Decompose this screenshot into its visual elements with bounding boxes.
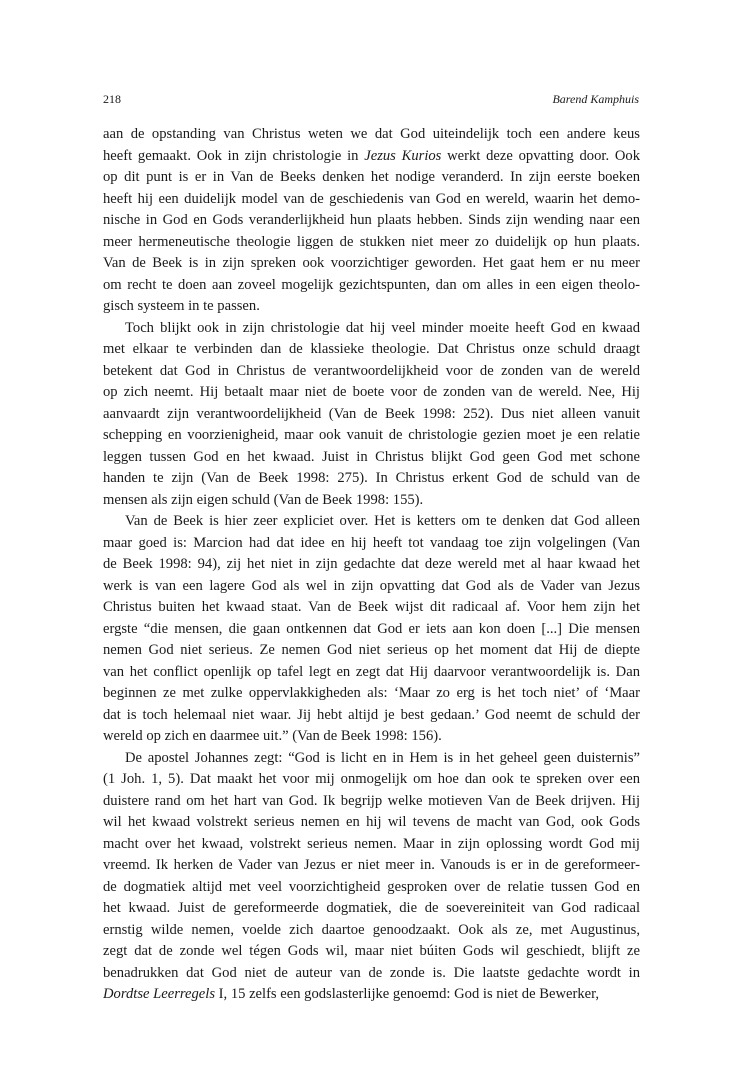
text-line: Christus buiten het kwaad staat. Van de Beek wijst dit radicaal af. Voor hem zijn het (103, 599, 640, 615)
text-line: macht over het kwaad, volstrekt serieus nemen. Maar in zijn oplossing wordt God mij (103, 835, 640, 852)
text-line: heeft gemaakt. Ook in zijn christologie in Jezus Kurios werkt deze opvatting door. Ook (103, 147, 640, 164)
text-line: meer hermeneutische theologie liggen de stukken niet meer zo duidelijk op hun plaats. (103, 233, 640, 250)
text-line: gisch systeem in te passen. (103, 298, 260, 314)
paragraph (103, 511, 640, 748)
text-line: maar goed is: Marcion had dat idee en hij heeft tot vandaag toe zijn volgelingen (Van (103, 534, 640, 551)
text-line: zegt dat de zonde wel tégen Gods wil, maar niet búiten Gods wil geschiedt, blijft ze (103, 943, 640, 959)
paragraph (103, 318, 640, 512)
text-line: Dordtse Leerregels I, 15 zelfs een godslasterlijke genoemd: God is niet de Bewerker, (103, 986, 600, 1002)
text-line: aan de opstanding van Christus weten we dat God uiteindelijk toch een andere keus (103, 126, 640, 142)
text-line: wereld op zich en daarmee uit.” (Van de Beek 1998: 156). (103, 728, 442, 744)
text-line: nische in God en Gods veranderlijkheid hun plaats hebben. Sinds zijn wending naar een (103, 212, 640, 228)
text-line: leggen tussen God en het kwaad. Juist in Christus blijkt God geen God met schone (103, 448, 640, 465)
text-line: De apostel Johannes zegt: “God is licht en in Hem is in het geheel geen duisternis” (125, 749, 640, 766)
text-line: het kwaad. Juist de gereformeerde dogmatiek, die de soevereiniteit van God radicaal (103, 900, 640, 916)
text-line: aanvaardt zijn verantwoordelijkheid (Van de Beek 1998: 252). Dus niet alleen vanuit (103, 405, 640, 422)
text-line: (1 Joh. 1, 5). Dat maakt het voor mij onmogelijk om hoe dan ook te spreken over een (103, 771, 640, 787)
text-line: wil het kwaad volstrekt serieus nemen en hij wil tevens de macht van God, ook Gods (103, 814, 640, 830)
text-line: handen te zijn (Van de Beek 1998: 275). In Christus erkent God de schuld van de (103, 470, 640, 486)
text-line: ergste “die mensen, die gaan ontkennen dat God er iets aan kon doen [...] Die mensen (103, 620, 640, 637)
text-line: ernstig wilde nemen, voelde zich daartoe genoodzaakt. Ook als ze, met Augustinus, (103, 921, 640, 938)
text-line: dat is toch helemaal niet waar. Jij hebt altijd je best gedaan.’ God neemt de schuld der (103, 706, 640, 723)
text-line: beginnen ze met zulke oppervlakkigheden als: ‘Maar zo erg is het toch niet’ of ‘Maar (103, 685, 640, 701)
page-number: 218 (103, 92, 121, 106)
text-line: betekent dat God in Christus de verantwoordelijkheid voor de zonden van de wereld (103, 362, 640, 379)
text-line: de Beek 1998: 94), zij het niet in zijn gedachte dat deze wereld met al haar kwaad het (103, 556, 640, 572)
text-line: op zich neemt. Hij betaalt maar niet de boete voor de zonden van de wereld. Nee, Hij (103, 384, 640, 400)
text-line: heeft hij een duidelijk model van de geschiedenis van God en wereld, waarin het demo- (103, 190, 640, 207)
text-line: met elkaar te verbinden dan de klassieke theologie. Dat Christus onze schuld draagt (103, 341, 640, 357)
text-line: benadrukken dat God niet de auteur van de zonde is. Die laatste gedachte wordt in (103, 964, 640, 981)
text-line: op dit punt is er in Van de Beeks denken het nodige veranderd. In zijn eerste boeken (103, 169, 640, 185)
paragraph (103, 748, 640, 1006)
running-header (103, 92, 639, 107)
text-line: Van de Beek is in zijn spreken ook voorzichtiger geworden. Het gaat hem er nu meer (103, 255, 640, 271)
text-line: Van de Beek is hier zeer expliciet over. Het is ketters om te denken dat God alleen (125, 513, 640, 529)
text-line: de dogmatiek altijd met veel voorzichtigheid gesproken over de relatie tussen God en (103, 878, 640, 895)
text-line: Toch blijkt ook in zijn christologie dat hij veel minder moeite heeft God en kwaad (125, 319, 640, 336)
text-line: vreemd. Ik herken de Vader van Jezus er niet meer in. Vanouds is er in de gereformeer- (103, 857, 640, 873)
paragraph (103, 124, 640, 318)
body-text (103, 124, 640, 1006)
text-line: om recht te doen aan zoveel mogelijk gezichtspunten, dan om alles in een eigen theolo- (103, 276, 640, 293)
text-line: van het conflict openlijk op tafel legt en zegt dat Hij daarvoor verantwoordelijk is. Dan (103, 663, 640, 680)
text-line: nemen God niet serieus. Ze nemen God niet serieus op het moment dat Hij de diepte (103, 642, 640, 658)
text-line: mensen als zijn eigen schuld (Van de Beek 1998: 155). (103, 491, 424, 508)
italic-title: Jezus Kurios (364, 147, 442, 164)
italic-title: Dordtse Leerregels (103, 986, 216, 1002)
running-author: Barend Kamphuis (552, 92, 639, 106)
text-line: werk is van een lagere God als wel in zijn opvatting dat God als de Vader van Jezus (103, 577, 640, 594)
text-line: duistere rand om het hart van God. Ik begrijp welke motieven Van de Beek drijven. Hij (103, 792, 640, 809)
text-line: schepping en voorzienigheid, maar ook vanuit de christologie gezien moet je een relatie (103, 427, 640, 443)
